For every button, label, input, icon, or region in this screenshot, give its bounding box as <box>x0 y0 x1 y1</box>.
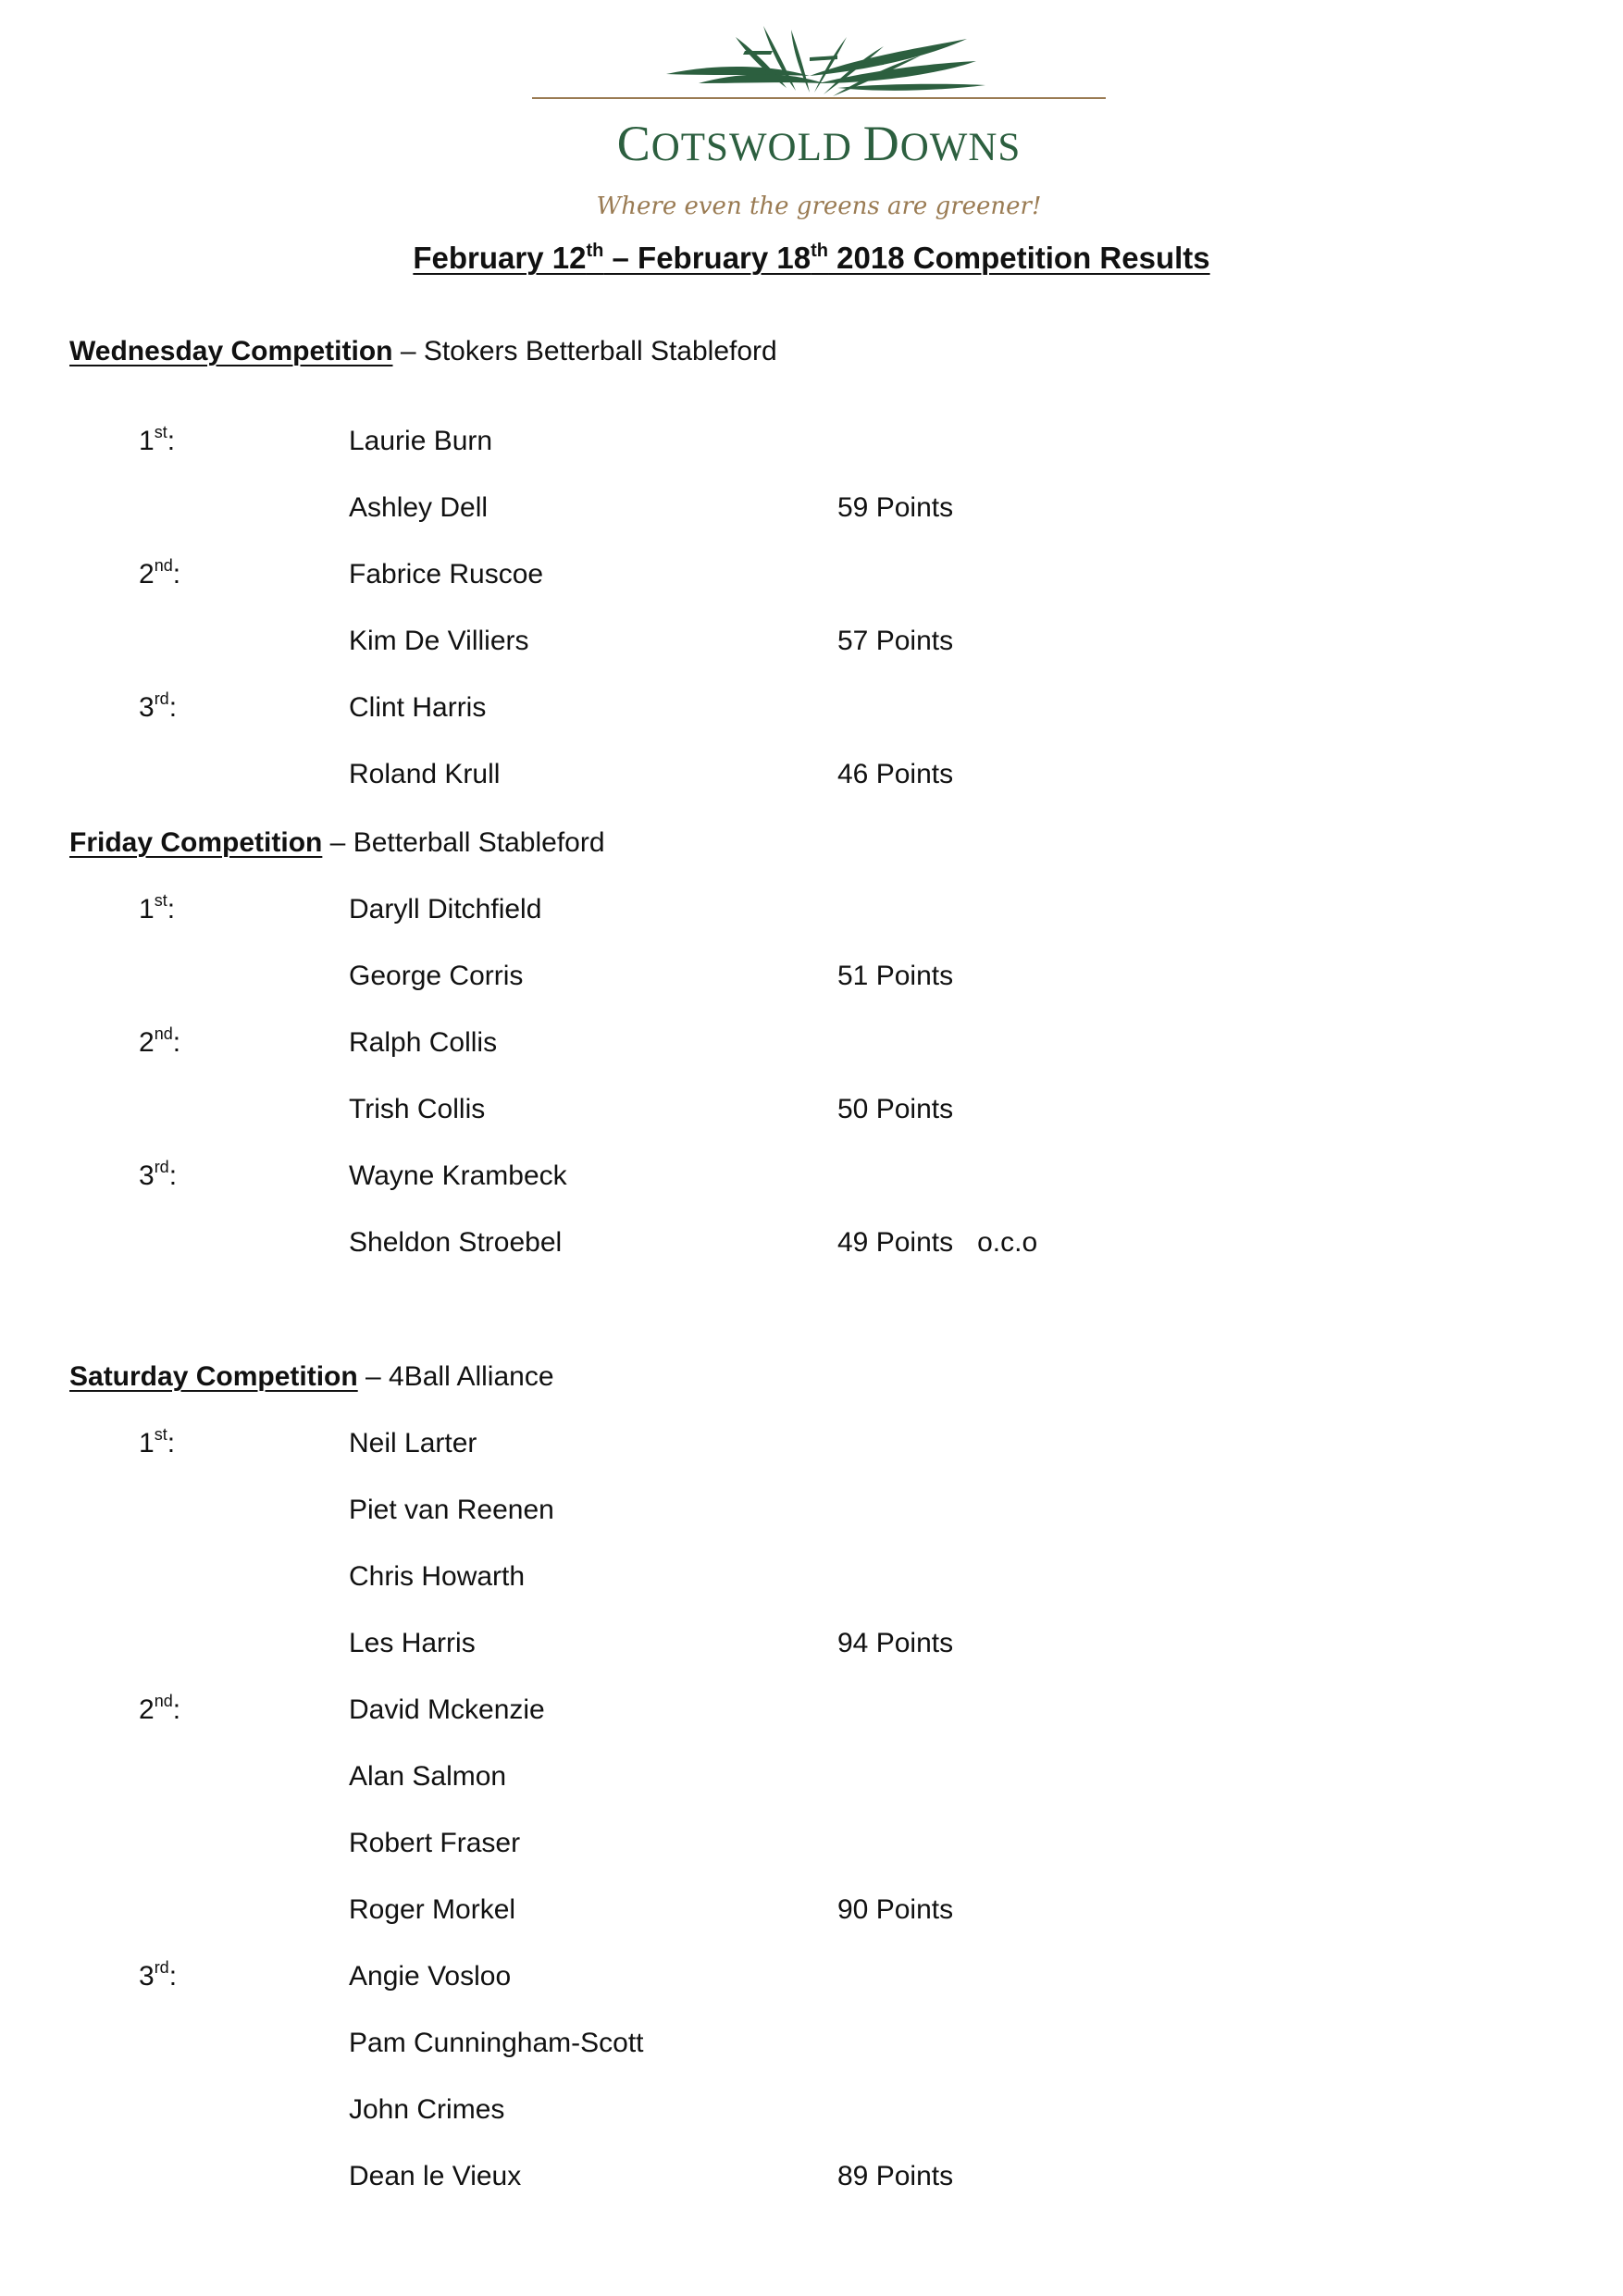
player-name: Ralph Collis <box>349 1027 498 1058</box>
saturday-place-3 <box>139 1958 178 1992</box>
title-part-2: – February 18 <box>603 241 812 275</box>
saturday-competition-name: Saturday Competition <box>69 1361 358 1392</box>
points-value: 57 Points <box>837 626 954 656</box>
wednesday-place-2 <box>139 556 181 590</box>
player-name: Trish Collis <box>349 1094 486 1124</box>
wednesday-heading <box>69 338 777 366</box>
saturday-place-2 <box>139 1692 181 1725</box>
place-colon: : <box>167 1428 176 1458</box>
logo-word-rest-1: OTSWOLD <box>650 126 863 169</box>
place-suffix: rd <box>154 1158 169 1176</box>
logo-word-rest-2: OWNS <box>899 126 1022 169</box>
wednesday-place-1 <box>139 423 176 456</box>
friday-heading <box>69 829 605 857</box>
player-name: Fabrice Ruscoe <box>349 559 544 590</box>
points-value: 89 Points <box>837 2161 954 2191</box>
player-name: David Mckenzie <box>349 1694 545 1725</box>
place-number: 1 <box>139 894 155 925</box>
saturday-place-1 <box>139 1425 176 1458</box>
points-value: 51 Points <box>837 961 954 991</box>
player-name: Laurie Burn <box>349 426 493 456</box>
place-suffix: st <box>154 891 167 910</box>
player-name: Alan Salmon <box>349 1761 507 1792</box>
place-number: 3 <box>139 1160 155 1191</box>
friday-place-2 <box>139 1024 181 1058</box>
player-name: Les Harris <box>349 1628 476 1658</box>
player-name: Neil Larter <box>349 1428 477 1458</box>
player-name: Robert Fraser <box>349 1828 521 1858</box>
place-number: 2 <box>139 559 155 590</box>
points-value: 49 Points <box>837 1227 954 1258</box>
points-value: 90 Points <box>837 1894 954 1925</box>
place-colon: : <box>168 1160 178 1191</box>
player-name: Kim De Villiers <box>349 626 529 656</box>
title-part-1: February 12 <box>413 241 587 275</box>
points-value: 50 Points <box>837 1094 954 1124</box>
place-number: 3 <box>139 1961 155 1992</box>
player-name: Dean le Vieux <box>349 2161 522 2191</box>
player-name: Clint Harris <box>349 692 487 723</box>
place-suffix: rd <box>154 1958 169 1977</box>
logo-initial-d: D <box>862 116 900 171</box>
place-suffix: nd <box>154 1024 173 1043</box>
logo-tagline: Where even the greens are greener! <box>596 192 1042 220</box>
place-colon: : <box>167 894 176 925</box>
player-name: Chris Howarth <box>349 1561 526 1592</box>
grass-leaves-icon <box>532 19 1106 120</box>
title-text <box>413 241 1209 275</box>
player-name: Piet van Reenen <box>349 1495 554 1525</box>
place-colon: : <box>172 559 181 590</box>
logo-initial-c: C <box>616 116 651 171</box>
player-name: Wayne Krambeck <box>349 1160 567 1191</box>
title-suffix-2: th <box>811 241 829 261</box>
player-name: George Corris <box>349 961 524 991</box>
place-number: 2 <box>139 1694 155 1725</box>
wednesday-format: – Stokers Betterball Stableford <box>392 336 777 366</box>
points-value: 59 Points <box>837 492 954 523</box>
player-name: Ashley Dell <box>349 492 489 523</box>
player-name: Roland Krull <box>349 759 501 789</box>
friday-place-1 <box>139 891 176 925</box>
saturday-format: – 4Ball Alliance <box>357 1361 554 1392</box>
friday-competition-name: Friday Competition <box>69 827 323 858</box>
wednesday-place-3 <box>139 689 178 723</box>
place-colon: : <box>167 426 176 456</box>
place-number: 1 <box>139 1428 155 1458</box>
place-suffix: nd <box>154 556 173 575</box>
points-row <box>837 1229 1037 1257</box>
player-name: Roger Morkel <box>349 1894 516 1925</box>
player-name: Daryll Ditchfield <box>349 894 542 925</box>
place-suffix: st <box>154 1425 167 1444</box>
place-number: 2 <box>139 1027 155 1058</box>
player-name: John Crimes <box>349 2094 505 2125</box>
player-name: Sheldon Stroebel <box>349 1227 563 1258</box>
place-colon: : <box>168 692 178 723</box>
page-title <box>0 242 1623 273</box>
oco-note: o.c.o <box>977 1227 1038 1258</box>
saturday-heading <box>69 1363 554 1391</box>
points-value: 46 Points <box>837 759 954 789</box>
cotswold-downs-logo <box>532 19 1106 222</box>
points-value: 94 Points <box>837 1628 954 1658</box>
player-name: Pam Cunningham-Scott <box>349 2028 644 2058</box>
title-suffix-1: th <box>586 241 604 261</box>
place-suffix: rd <box>154 689 169 708</box>
friday-place-3 <box>139 1158 178 1191</box>
place-number: 3 <box>139 692 155 723</box>
place-colon: : <box>172 1694 181 1725</box>
player-name: Angie Vosloo <box>349 1961 512 1992</box>
friday-format: – Betterball Stableford <box>322 827 605 858</box>
place-suffix: nd <box>154 1692 173 1710</box>
place-colon: : <box>172 1027 181 1058</box>
place-colon: : <box>168 1961 178 1992</box>
wednesday-competition-name: Wednesday Competition <box>69 336 393 366</box>
logo-wordmark <box>532 116 1106 171</box>
place-number: 1 <box>139 426 155 456</box>
place-suffix: st <box>154 423 167 441</box>
title-part-3: 2018 Competition Results <box>828 241 1210 275</box>
